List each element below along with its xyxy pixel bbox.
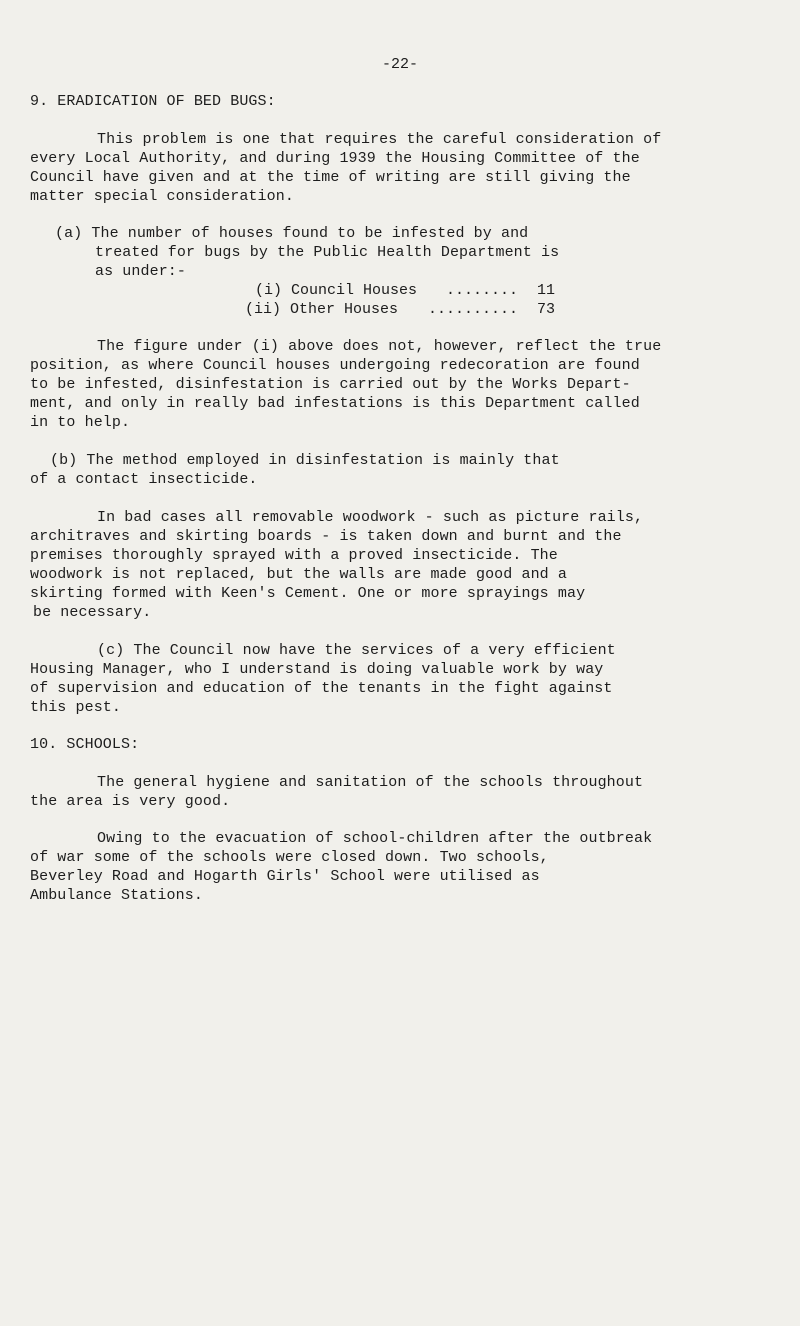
intro-line-2: every Local Authority, and during 1939 the Housing Committee of the [30, 150, 640, 167]
item-c-line-1: (c) The Council now have the services of a very efficient [97, 642, 616, 659]
bad-cases-line-6: be necessary. [33, 604, 152, 621]
figure-para-line-5: in to help. [30, 414, 131, 431]
bad-cases-line-5: skirting formed with Keen's Cement. One or more sprayings may [30, 585, 586, 602]
figure-para-line-3: to be infested, disinfestation is carried out by the Works Depart- [30, 376, 631, 393]
row-value: 11 [537, 282, 556, 299]
schools-p1-line-1: The general hygiene and sanitation of the schools throughout [97, 774, 644, 791]
row-leader: ........ [446, 282, 519, 299]
figure-para-line-2: position, as where Council houses undergoing redecoration are found [30, 357, 640, 374]
row-leader: .......... [428, 301, 519, 318]
item-c-line-2: Housing Manager, who I understand is doing valuable work by way [30, 661, 604, 678]
bad-cases-line-1: In bad cases all removable woodwork - such as picture rails, [97, 509, 644, 526]
item-b-line-2: of a contact insecticide. [30, 471, 258, 488]
schools-p2-line-2: of war some of the schools were closed down. Two schools, [30, 849, 549, 866]
bad-cases-line-4: woodwork is not replaced, but the walls are made good and a [30, 566, 567, 583]
intro-line-1: This problem is one that requires the careful consideration of [97, 131, 662, 148]
intro-line-3: Council have given and at the time of writing are still giving the [30, 169, 631, 186]
item-c-line-4: this pest. [30, 699, 122, 716]
intro-line-4: matter special consideration. [30, 188, 294, 205]
item-c-line-3: of supervision and education of the tenants in the fight against [30, 680, 613, 697]
schools-p2-line-3: Beverley Road and Hogarth Girls' School were utilised as [30, 868, 540, 885]
item-b-line-1: (b) The method employed in disinfestation is mainly that [50, 452, 560, 469]
section-9-heading: 9. ERADICATION OF BED BUGS: [30, 93, 276, 110]
schools-p1-line-2: the area is very good. [30, 793, 231, 810]
figure-para-line-1: The figure under (i) above does not, however, reflect the true [97, 338, 662, 355]
section-10-heading: 10. SCHOOLS: [30, 736, 140, 753]
item-a-line-2: treated for bugs by the Public Health Department is [95, 244, 560, 261]
item-a-line-3: as under:- [95, 263, 187, 280]
page-number: -22- [381, 56, 418, 73]
bad-cases-line-3: premises thoroughly sprayed with a proved insecticide. The [30, 547, 558, 564]
row-value: 73 [537, 301, 556, 318]
item-a-line-1: (a) The number of houses found to be infested by and [55, 225, 529, 242]
schools-p2-line-4: Ambulance Stations. [30, 887, 203, 904]
row-label: (i) Council Houses [255, 282, 418, 299]
row-label: (ii) Other Houses [245, 301, 399, 318]
schools-p2-line-1: Owing to the evacuation of school-children after the outbreak [97, 830, 653, 847]
bad-cases-line-2: architraves and skirting boards - is taken down and burnt and the [30, 528, 622, 545]
figure-para-line-4: ment, and only in really bad infestations is this Department called [30, 395, 640, 412]
